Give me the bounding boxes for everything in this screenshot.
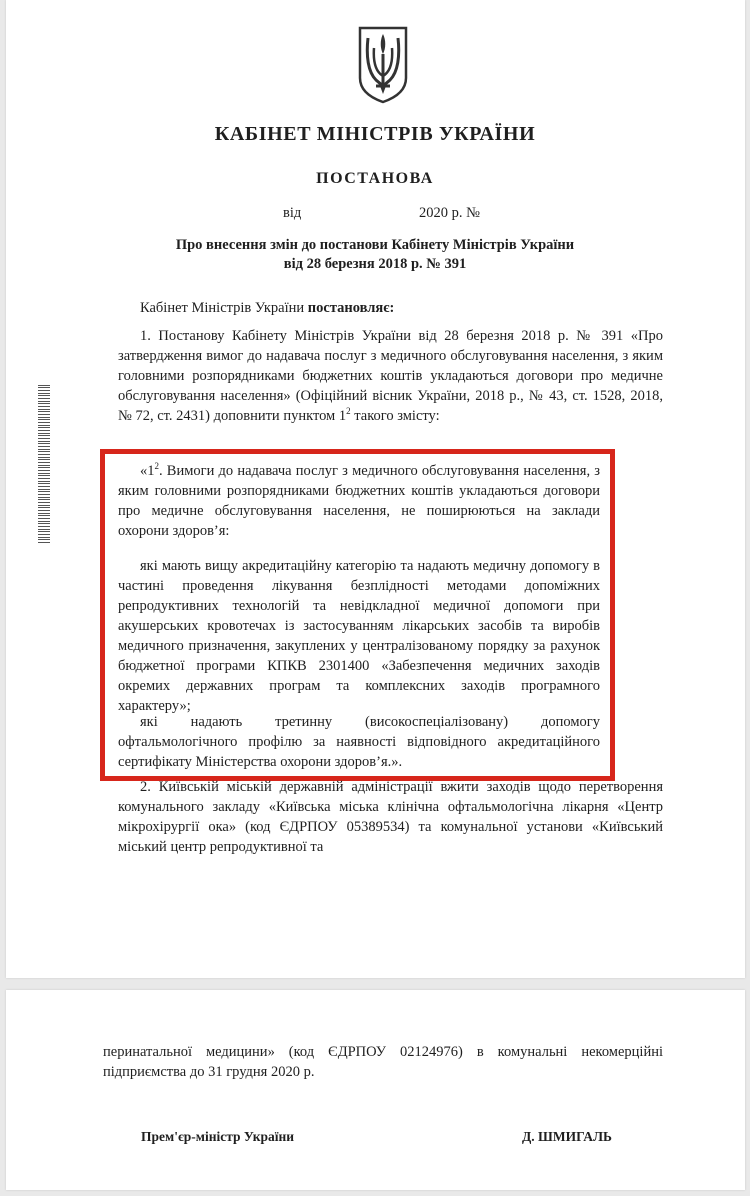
signature-position: Прем'єр-міністр України [141,1129,295,1144]
date-number: 2020 р. № [419,205,480,221]
quote-paragraph-3: які надають третинну (високоспеціалізовану) допомогу офтальмологічного профілю за наявності відповідного акредитаційного сертифікату Міністерства охорони здоров’я.». [118,714,600,770]
paragraph-2-continued: перинатальної медицини» (код ЄДРПОУ 02124976) в комунальні некомерційні підприємства до 31 грудня 2020 р. [103,1044,663,1080]
paragraph-2: 2. Київській міській державній адміністрації вжити заходів щодо перетворення комунального закладу «Київська міська клінічна офтальмологічна лікарня «Центр мікрохірургії ока» (код ЄДРПОУ 05389534) та комунальної установи «Київський міський центр репродуктивної та [118,779,663,855]
highlight-frame [100,449,615,781]
coat-of-arms-icon [356,26,410,104]
quote-1-sup: 2 [154,461,159,472]
date-prefix: від [283,205,302,221]
title-line-2: від 28 березня 2018 р. № 391 [283,256,467,272]
quote-1-text: . Вимоги до надавача послуг з медичного обслуговування населення, з яким головними розпорядниками бюджетних коштів укладаються договори про медичне обслуговування населення, не поширюються на заклади охорони здоров’я: [118,463,600,539]
document-page-2 [6,990,745,1190]
paragraph-1 [118,326,663,426]
resolution-title [0,236,750,274]
signature-name: Д. ШМИГАЛЬ [522,1129,612,1144]
paragraph-1-text: 1. Постанову Кабінету Міністрів України від 28 березня 2018 р. № 391 «Про затвердження вимог до надавача послуг з медичного обслуговування населення, з яким головними розпорядниками бюджетних коштів укладаються договори про медичне обслуговування населення» (Офіційний вісник України, 2018 р., № 43, ст. 1528, 2018, № 72, ст. 2431) доповнити пунктом 1 [118,328,663,424]
quote-paragraph-2: які мають вищу акредитаційну категорію та надають медичну допомогу в частині проведення лікування безплідності методами допоміжних репродуктивних технологій та невідкладної медичної допомоги при акушерських кровотечах із застосуванням лікарських засобів та виробів медичного призначення, закуплених у централізованому порядку за рахунок бюджетної програми КПКВ 2301400 «Забезпечення медичних заходів окремих державних програм та комплексних заходів програмного характеру»; [118,558,600,714]
preamble-text: Кабінет Міністрів України [140,300,308,316]
title-line-1: Про внесення змін до постанови Кабінету Міністрів України [175,237,575,253]
document-type: ПОСТАНОВА [316,170,434,187]
preamble-verb: постановляє: [307,300,395,316]
barcode-strip [38,385,50,545]
quote-1-start: «1 [140,463,155,479]
preamble [118,298,663,318]
organization-title: КАБІНЕТ МІНІСТРІВ УКРАЇНИ [214,123,536,145]
paragraph-1-end: такого змісту: [350,408,440,424]
paragraph-1-sup: 2 [346,406,351,417]
